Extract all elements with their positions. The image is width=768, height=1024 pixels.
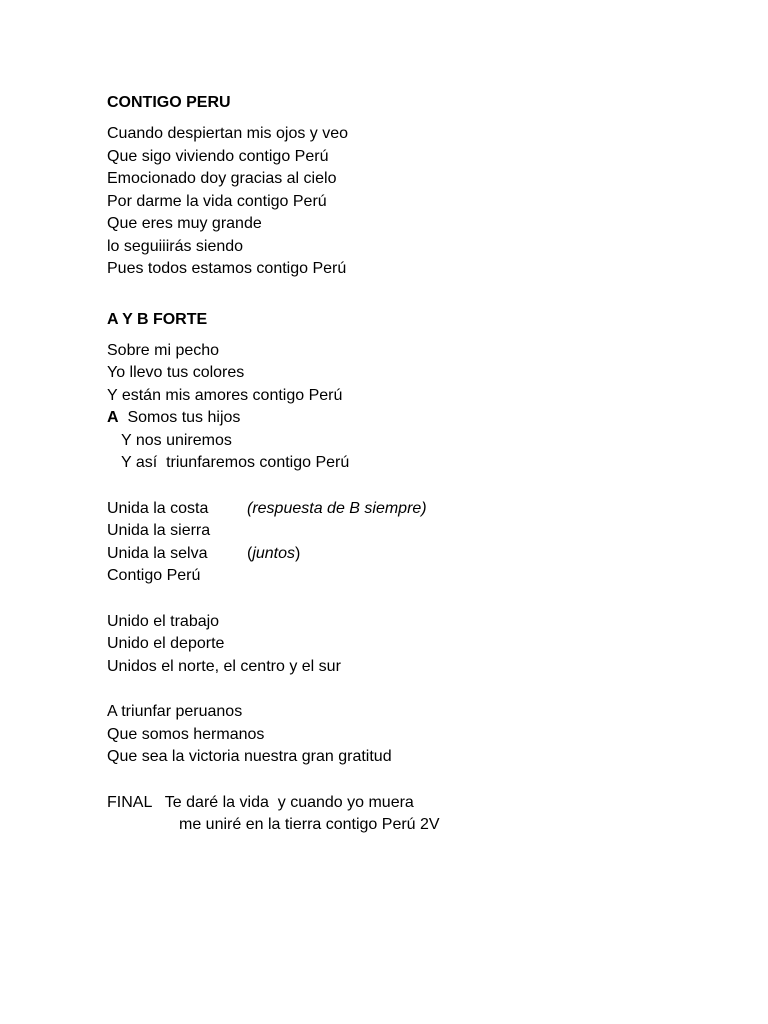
verse-4 <box>107 611 727 679</box>
verse-1-line: lo seguiiirás siendo <box>107 237 244 255</box>
verse-3-line <box>107 520 727 543</box>
verse-1 <box>107 123 727 281</box>
paren-close: ) <box>295 544 301 562</box>
response-note: (respuesta de B siempre) <box>247 499 427 517</box>
verse-3-text: Unida la selva <box>107 544 208 562</box>
verse-3 <box>107 498 727 588</box>
verse-4-line: Unidos el norte, el centro y el sur <box>107 657 341 675</box>
verse-3-text: Unida la sierra <box>107 522 211 539</box>
verse-3-text: Contigo Perú <box>107 567 201 584</box>
verse-2-indented-line: Y así triunfaremos contigo Perú <box>121 454 350 471</box>
verse-3-line <box>107 543 727 566</box>
final-line-2: me uniré en la tierra contigo Perú 2V <box>179 816 440 833</box>
together-note-text: juntos <box>252 544 296 562</box>
verse-4-line: Unido el deporte <box>107 635 225 652</box>
lyrics-document <box>107 92 727 837</box>
verse-3-line <box>107 565 727 588</box>
verse-2-a-line <box>107 407 727 430</box>
verse-2-line: Y están mis amores contigo Perú <box>107 386 343 404</box>
verse-3-text: Unida la costa <box>107 499 209 517</box>
verse-2-line: Yo llevo tus colores <box>107 364 245 381</box>
verse-2 <box>107 340 727 475</box>
verse-5-line: Que sea la victoria nuestra gran gratitud <box>107 748 392 765</box>
song-title: CONTIGO PERU <box>107 94 231 111</box>
verse-2-indented-line: Y nos uniremos <box>121 431 232 449</box>
verse-2-line: Sobre mi pecho <box>107 341 220 359</box>
verse-1-line: Emocionado doy gracias al cielo <box>107 170 337 187</box>
together-note <box>247 543 300 566</box>
verse-5-line: Que somos hermanos <box>107 725 265 743</box>
final-section <box>107 792 727 837</box>
group-a-marker: A <box>107 409 119 426</box>
verse-1-line: Por darme la vida contigo Perú <box>107 192 327 210</box>
verse-1-line: Que eres muy grande <box>107 215 262 232</box>
verse-5-line: A triunfar peruanos <box>107 703 243 720</box>
verse-1-line: Que sigo viviendo contigo Perú <box>107 147 329 165</box>
verse-1-line: Cuando despiertan mis ojos y veo <box>107 125 349 142</box>
paren-open: ( <box>247 544 253 562</box>
verse-5 <box>107 701 727 769</box>
verse-4-line: Unido el trabajo <box>107 612 220 630</box>
final-line-1 <box>107 792 727 815</box>
verse-2-a-text: Somos tus hijos <box>127 409 241 426</box>
verse-3-line <box>107 498 727 521</box>
final-text-1: Te daré la vida y cuando yo muera <box>164 793 414 811</box>
final-label: FINAL <box>107 793 152 811</box>
verse-1-line: Pues todos estamos contigo Perú <box>107 260 347 277</box>
section-2-title: A Y B FORTE <box>107 310 208 328</box>
